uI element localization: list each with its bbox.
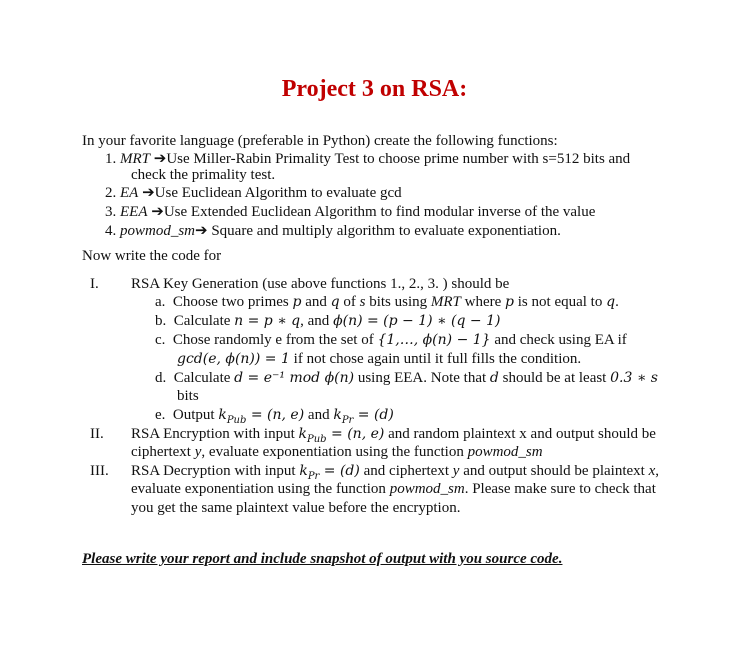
var: y	[194, 444, 202, 460]
subtask-label: c.	[155, 332, 166, 348]
text: RSA Encryption with input	[131, 426, 299, 442]
function-desc: Square and multiply algorithm to evaluate exponentiation.	[207, 223, 561, 239]
function-desc: Use Extended Euclidean Algorithm to find modular inverse of the value	[163, 204, 596, 220]
subtask-label: b.	[155, 313, 167, 329]
function-item-2	[105, 184, 402, 202]
text: and check using EA if	[490, 332, 627, 348]
math: ϕ(n) = (p − 1) ∗ (q − 1)	[333, 313, 501, 329]
subtask-d-cont: bits	[177, 388, 199, 404]
task-encryption-cont	[131, 443, 543, 461]
subscript: Pr	[341, 415, 354, 426]
function-name: MRT	[120, 151, 150, 167]
text: and	[301, 294, 331, 310]
subtask-d	[155, 369, 658, 387]
text: Output	[172, 407, 219, 423]
subtask-c	[155, 331, 627, 349]
math: {1,…, ϕ(n) − 1}	[377, 332, 491, 348]
task-number: I.	[90, 276, 99, 292]
function-name: EA	[120, 185, 139, 201]
subtask-label: d.	[155, 370, 167, 386]
task-key-generation: RSA Key Generation (use above functions 1., 2., 3. ) should be	[131, 276, 510, 292]
text: Choose two primes	[172, 294, 293, 310]
math: n = p ∗ q	[234, 313, 301, 329]
task-decryption-cont	[131, 480, 656, 498]
intro-text: In your favorite language (preferable in Python) create the following functions:	[82, 133, 558, 149]
subtask-c-cont	[177, 350, 581, 368]
text: Chose randomly e from the set of	[172, 332, 378, 348]
math: k	[333, 407, 342, 423]
fn-name: powmod_sm	[389, 481, 465, 497]
function-item-1-cont: check the primality test.	[131, 167, 276, 183]
text: ciphertext	[131, 444, 195, 460]
subscript: Pr	[307, 471, 320, 482]
list-number: 1.	[105, 151, 117, 167]
fn-name: powmod_sm	[467, 444, 543, 460]
now-write-text: Now write the code for	[82, 248, 222, 264]
text: ,	[655, 463, 659, 479]
math: p	[292, 294, 302, 310]
text: of	[339, 294, 360, 310]
math: = (d)	[353, 407, 394, 423]
text: and random plaintext x and output should be	[384, 426, 656, 442]
arrow-icon: ➔	[153, 151, 167, 167]
list-number: 2.	[105, 185, 117, 201]
math: s	[359, 294, 366, 310]
list-number: 4.	[105, 223, 117, 239]
function-name: powmod_sm	[120, 223, 196, 239]
function-desc: Use Miller-Rabin Primality Test to choose prime number with s=512 bits and	[166, 151, 631, 167]
text: and output should be plaintext	[459, 463, 649, 479]
text: bits using	[365, 294, 431, 310]
subtask-label: a.	[155, 294, 166, 310]
subscript: Pub	[226, 415, 247, 426]
function-desc: Use Euclidean Algorithm to evaluate gcd	[154, 185, 402, 201]
function-name: EEA	[120, 204, 148, 220]
text: where	[460, 294, 506, 310]
list-number: 3.	[105, 204, 117, 220]
text: and ciphertext	[359, 463, 453, 479]
function-item-4	[105, 222, 561, 240]
var: x	[648, 463, 656, 479]
math: p	[505, 294, 515, 310]
arrow-icon: ➔	[151, 204, 164, 220]
text: and	[304, 407, 334, 423]
math: = (n, e)	[326, 426, 385, 442]
task-number: II.	[90, 426, 104, 442]
task-number: III.	[90, 463, 109, 479]
text: should be at least	[498, 370, 611, 386]
text: if not chose again until it full fills the condition.	[289, 351, 582, 367]
text: Calculate	[173, 313, 235, 329]
text: .	[615, 294, 619, 310]
math: d = e⁻¹ mod ϕ(n)	[234, 370, 355, 386]
math: 0.3 ∗ s	[610, 370, 658, 386]
text: using EEA. Note that	[354, 370, 490, 386]
math: k	[299, 463, 308, 479]
arrow-icon: ➔	[195, 223, 208, 239]
arrow-icon: ➔	[142, 185, 155, 201]
task-decryption-cont2: you get the same plaintext value before the encryption.	[131, 500, 461, 516]
math: d	[489, 370, 499, 386]
function-item-3	[105, 203, 595, 221]
math: k	[298, 426, 307, 442]
math: gcd(e, ϕ(n)) = 1	[177, 351, 290, 367]
text: RSA Decryption with input	[131, 463, 300, 479]
text: Calculate	[173, 370, 235, 386]
math: k	[218, 407, 227, 423]
math: q	[330, 294, 340, 310]
math: q	[606, 294, 616, 310]
mrt-name: MRT	[430, 294, 461, 310]
text: , and	[300, 313, 334, 329]
page-title: Project 3 on RSA:	[281, 76, 468, 102]
subtask-b	[155, 312, 500, 330]
text: . Please make sure to check that	[464, 481, 656, 497]
text: is not equal to	[514, 294, 607, 310]
report-instruction: Please write your report and include snapshot of output with you source code.	[82, 551, 563, 567]
math: = (n, e)	[246, 407, 305, 423]
subtask-a	[155, 293, 619, 311]
math: = (d)	[319, 463, 360, 479]
text: , evaluate exponentiation using the function	[201, 444, 468, 460]
text: evaluate exponentiation using the function	[131, 481, 390, 497]
subtask-label: e.	[155, 407, 166, 423]
var: y	[452, 463, 460, 479]
subscript: Pub	[307, 434, 327, 445]
